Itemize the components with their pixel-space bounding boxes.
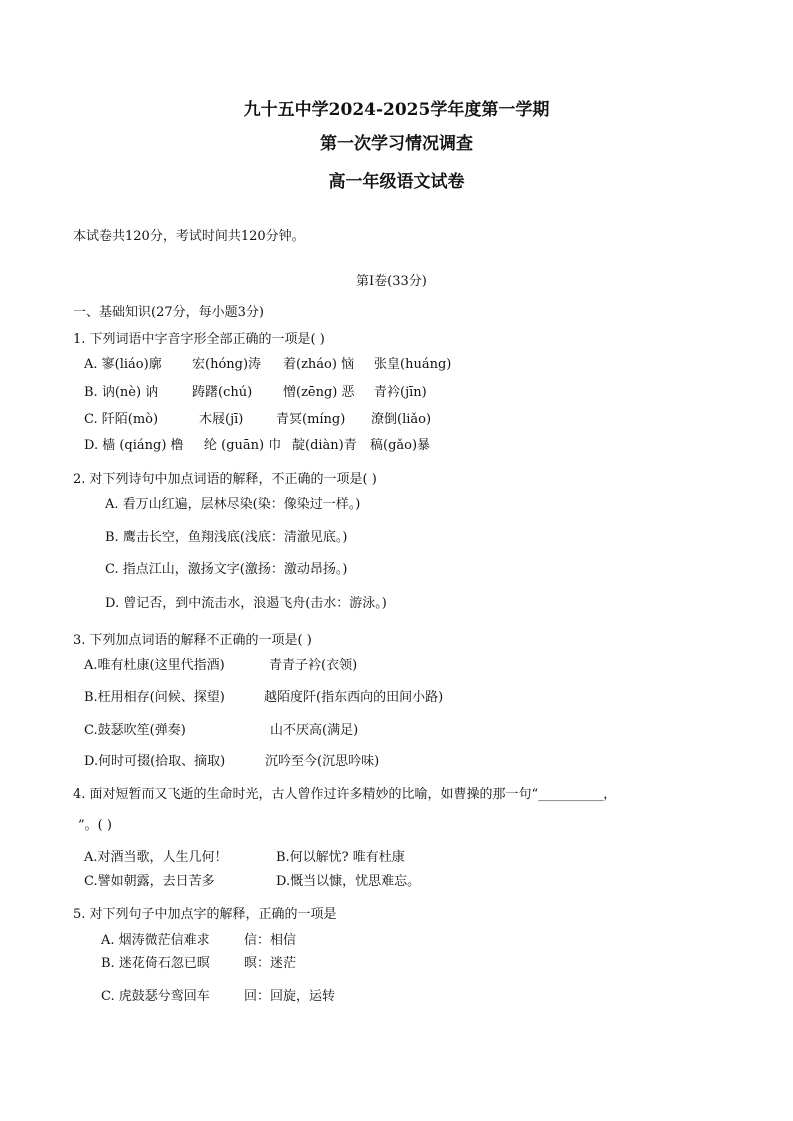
question-2-option-b: B. 鹰击长空，鱼翔浅底(浅底：清澈见底。): [105, 530, 348, 545]
option-cell: D.慨当以慷，忧思难忘。: [276, 874, 421, 889]
option-cell: 青青子衿(衣领): [269, 658, 358, 673]
option-cell: C.鼓瑟吹笙(弹奏): [84, 723, 186, 738]
option-cell: 纶 (guān) 巾: [204, 438, 282, 453]
option-cell: 着(zháo) 恼: [283, 357, 355, 372]
option-cell: 青冥(míng): [276, 412, 346, 427]
option-cell: D.何时可掇(拾取、摘取): [84, 754, 226, 769]
option-cell: 山不厌高(满足): [270, 723, 359, 738]
volume-heading: 第Ⅰ卷(33分): [356, 274, 427, 289]
question-2-option-d: D. 曾记否，到中流击水，浪遏飞舟(击水：游泳。): [105, 596, 387, 611]
option-cell: B. 讷(nè) 讷: [84, 385, 159, 400]
option-cell: 信：相信: [244, 933, 297, 948]
option-cell: 憎(zēng) 恶: [283, 385, 355, 400]
option-cell: 靛(diàn)青: [292, 438, 357, 453]
exam-title-survey: 第一次学习情况调查: [320, 134, 473, 154]
question-4-stem-cont: ”。( ): [78, 818, 112, 833]
option-cell: B. 迷花倚石忽已暝: [101, 956, 210, 971]
option-cell: 越陌度阡(指东西向的田间小路): [264, 690, 444, 705]
question-3-stem: 3. 下列加点词语的解释不正确的一项是( ): [73, 633, 312, 648]
option-cell: 踌躇(chú): [192, 385, 253, 400]
option-cell: B.枉用相存(问候、探望): [84, 690, 225, 705]
question-5-stem: 5. 对下列句子中加点字的解释，正确的一项是: [73, 907, 337, 922]
option-cell: B.何以解忧? 唯有杜康: [276, 850, 405, 865]
option-cell: D. 樯 (qiáng) 橹: [84, 438, 184, 453]
question-2-option-a: A. 看万山红遍，层林尽染(染：像染过一样。): [105, 497, 361, 512]
option-cell: 张皇(huáng): [374, 357, 452, 372]
option-cell: A. 烟涛微茫信难求: [101, 933, 210, 948]
option-cell: A. 寥(liáo)廓: [84, 357, 162, 372]
option-cell: 沉吟至今(沉思吟味): [265, 754, 380, 769]
option-cell: 暝：迷茫: [244, 956, 297, 971]
question-2-option-c: C. 指点江山，激扬文字(激扬：激动昂扬。): [105, 562, 348, 577]
option-cell: 宏(hóng)涛: [192, 357, 262, 372]
option-cell: A.对酒当歌，人生几何！: [84, 850, 228, 865]
option-cell: C. 虎鼓瑟兮鸾回车: [101, 989, 210, 1004]
option-cell: 回：回旋，运转: [244, 989, 336, 1004]
option-cell: 潦倒(liǎo): [371, 412, 432, 427]
exam-title-subject: 高一年级语文试卷: [328, 172, 465, 192]
question-4-stem-text: 4. 面对短暂而又飞逝的生命时光，古人曾作过许多精妙的比喻，如曹操的那一句“: [73, 787, 539, 802]
exam-title-school: 九十五中学2024-2025学年度第一学期: [243, 100, 550, 120]
option-cell: A.唯有杜康(这里代指酒): [84, 658, 225, 673]
option-cell: 青衿(jīn): [374, 385, 427, 400]
section-heading: 一、基础知识(27分，每小题3分): [73, 305, 264, 320]
answer-blank: __________，: [538, 787, 617, 802]
option-cell: 稿(gǎo)暴: [370, 438, 431, 453]
option-cell: C.譬如朝露，去日苦多: [84, 874, 215, 889]
question-4-stem: [73, 786, 616, 804]
question-2-stem: 2. 对下列诗句中加点词语的解释，不正确的一项是( ): [73, 472, 377, 487]
exam-intro: 本试卷共120分，考试时间共120分钟。: [73, 229, 305, 244]
option-cell: 木屐(jī): [199, 412, 244, 427]
question-1-stem: 1. 下列词语中字音字形全部正确的一项是( ): [73, 332, 325, 347]
option-cell: C. 阡陌(mò): [84, 412, 159, 427]
